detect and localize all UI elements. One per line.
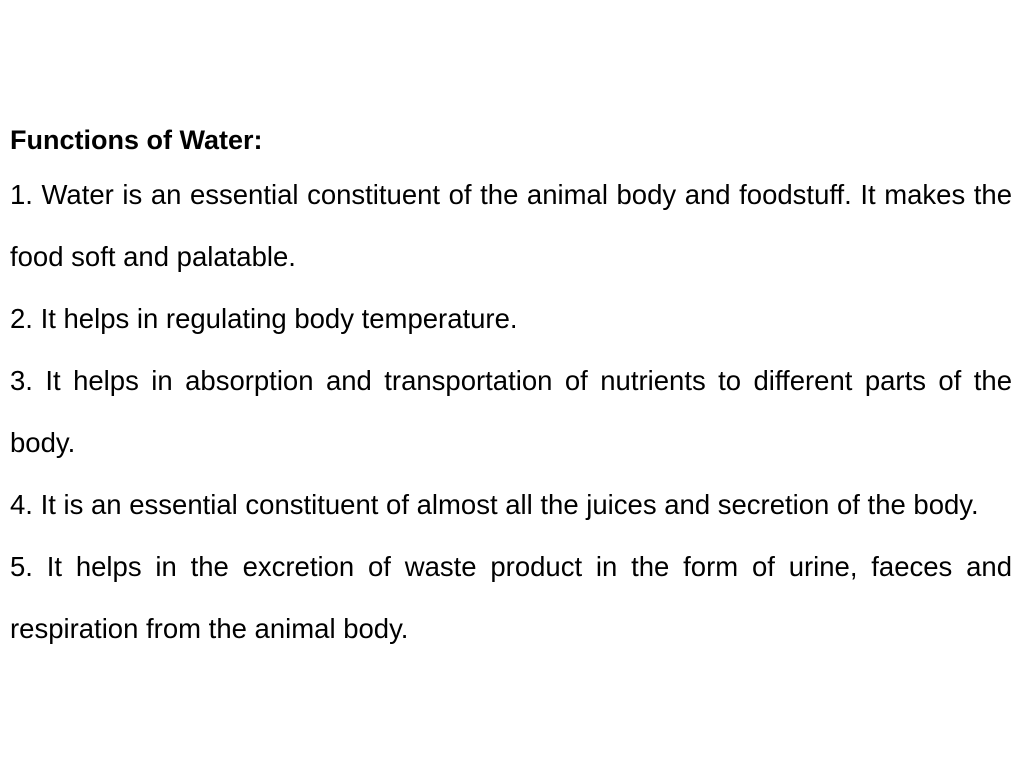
point-2: 2. It helps in regulating body temperature. (10, 303, 518, 334)
point-5: 5. It helps in the excretion of waste product in the form of urine, faeces and respiration from the animal body. (10, 551, 1012, 644)
point-1: 1. Water is an essential constituent of the animal body and foodstuff. It makes the food soft and palatable. (10, 179, 1012, 272)
point-3: 3. It helps in absorption and transportation of nutrients to different parts of the body. (10, 365, 1012, 458)
point-4: 4. It is an essential constituent of almost all the juices and secretion of the body. (10, 489, 979, 520)
slide-heading: Functions of Water: (10, 125, 263, 155)
